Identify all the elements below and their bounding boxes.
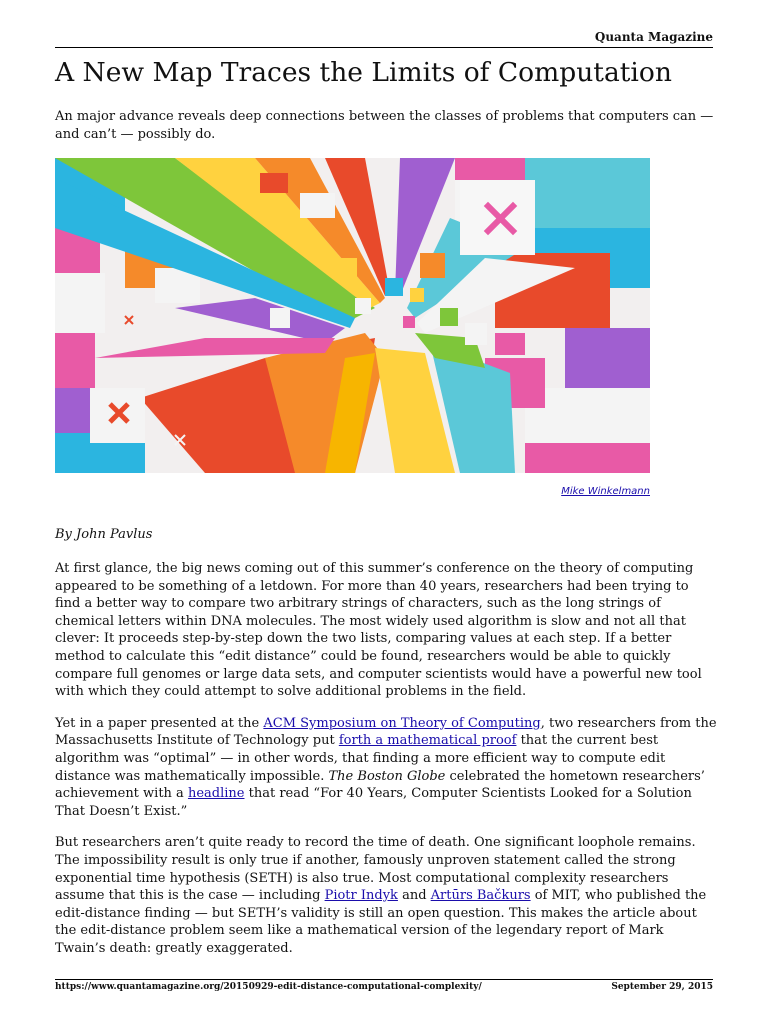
acm-symposium-link[interactable]: ACM Symposium on Theory of Computing bbox=[263, 715, 541, 731]
article-dek: An major advance reveals deep connections between the classes of problems that computers can — and can’t — possibly do. bbox=[55, 109, 714, 142]
hero-illustration bbox=[55, 158, 650, 473]
mathematical-proof-link[interactable]: forth a mathematical proof bbox=[338, 733, 517, 749]
publication-name: Quanta Magazine bbox=[594, 30, 713, 44]
image-credit-link[interactable]: Mike Winkelmann bbox=[561, 486, 650, 497]
piotr-indyk-link[interactable]: Piotr Indyk bbox=[324, 888, 398, 904]
header-rule bbox=[55, 47, 713, 48]
image-credit bbox=[55, 486, 650, 497]
article-title: A New Map Traces the Limits of Computation bbox=[55, 57, 672, 88]
article-body bbox=[55, 560, 717, 971]
arturs-backurs-link[interactable]: Artūrs Bačkurs bbox=[430, 888, 531, 904]
paragraph-1: At first glance, the big news coming out of this summer’s conference on the theory of computing appeared to be something of a letdown. For more than 40 years, researchers had been trying to find a better way to compare two arbitrary strings of characters, such as the long strings of chemical letters within DNA molecules. The most widely used algorithm is slow and not all that clever: It proceeds step-by-step down the two lists, comparing values at each step. If a better method to calculate this “edit distance” could be found, researchers would be able to quickly compare full genomes or large data sets, and computer scientists would have a powerful new tool with which they could attempt to solve additional problems in the field. bbox=[55, 561, 702, 700]
boston-globe-title: The Boston Globe bbox=[328, 768, 446, 784]
footer-rule bbox=[55, 979, 713, 980]
abstract-cube-tunnel-image bbox=[55, 158, 650, 473]
headline-link[interactable]: headline bbox=[187, 786, 245, 802]
footer-url: https://www.quantamagazine.org/20150929-edit-distance-computational-complexity/ bbox=[55, 982, 482, 992]
paragraph-2: Yet in a paper presented at the ACM Symposium on Theory of Computing, two researchers from the Massachusetts Institute of Technology put forth a mathematical proof that the current best algorithm was “optimal” — in other words, that finding a more efficient way to compute edit distance was mathematically impossible. The Boston Globe celebrated the hometown researchers’ achievement with a headline that read “For 40 Years, Computer Scientists Looked for a Solution That Doesn’t Exist.” bbox=[55, 715, 717, 819]
paragraph-3: But researchers aren’t quite ready to record the time of death. One significant loophole remains. The impossibility result is only true if another, famously unproven statement called the strong exponential time hypothesis (SETH) is also true. Most computational complexity researchers assume that this is the case — including Piotr Indyk and Artūrs Bačkurs of MIT, who published the edit-distance finding — but SETH’s validity is still an open question. This makes the article about the edit-distance problem seem like a mathematical version of the legendary report of Mark Twain’s death: greatly exaggerated. bbox=[55, 835, 707, 956]
byline: By John Pavlus bbox=[55, 527, 153, 542]
footer-date: September 29, 2015 bbox=[611, 982, 713, 992]
